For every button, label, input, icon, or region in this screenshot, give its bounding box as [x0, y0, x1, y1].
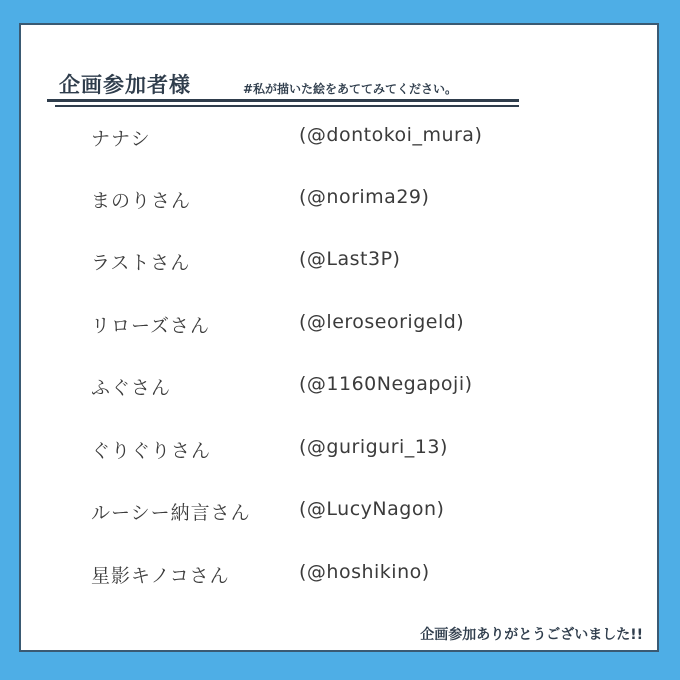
participant-handle: (@Last3P) — [299, 248, 401, 270]
participant-handle: (@guriguri_13) — [299, 436, 448, 458]
participant-row — [21, 436, 661, 466]
thank-you-message: 企画参加ありがとうございました!! — [420, 627, 643, 643]
page-title: 企画参加者様 — [59, 73, 191, 97]
participant-name: ルーシー納言さん — [91, 502, 251, 524]
participant-handle: (@norima29) — [299, 186, 430, 208]
participant-row — [21, 248, 661, 278]
participant-handle: (@hoshikino) — [299, 561, 430, 583]
participant-row — [21, 186, 661, 216]
participant-name: ふぐさん — [91, 377, 172, 399]
title-underline-thin — [55, 105, 519, 107]
participant-name: まのりさん — [91, 190, 192, 212]
participant-row — [21, 311, 661, 341]
participant-handle: (@LucyNagon) — [299, 498, 445, 520]
participant-row — [21, 498, 661, 528]
participant-row — [21, 373, 661, 403]
participant-handle: (@dontokoi_mura) — [299, 124, 483, 146]
participant-handle: (@1160Negapoji) — [299, 373, 473, 395]
hashtag-subtitle: #私が描いた絵をあててみてください。 — [243, 82, 458, 96]
participant-name: ナナシ — [91, 128, 151, 150]
participants-card — [19, 23, 659, 652]
participant-name: ラストさん — [91, 252, 191, 274]
title-underline-thick — [47, 99, 519, 102]
participant-name: リローズさん — [91, 315, 211, 337]
participant-row — [21, 124, 661, 154]
participant-name: ぐりぐりさん — [91, 440, 212, 462]
participant-name: 星影キノコさん — [91, 565, 230, 587]
participant-row — [21, 561, 661, 591]
participant-handle: (@leroseorigeld) — [299, 311, 465, 333]
